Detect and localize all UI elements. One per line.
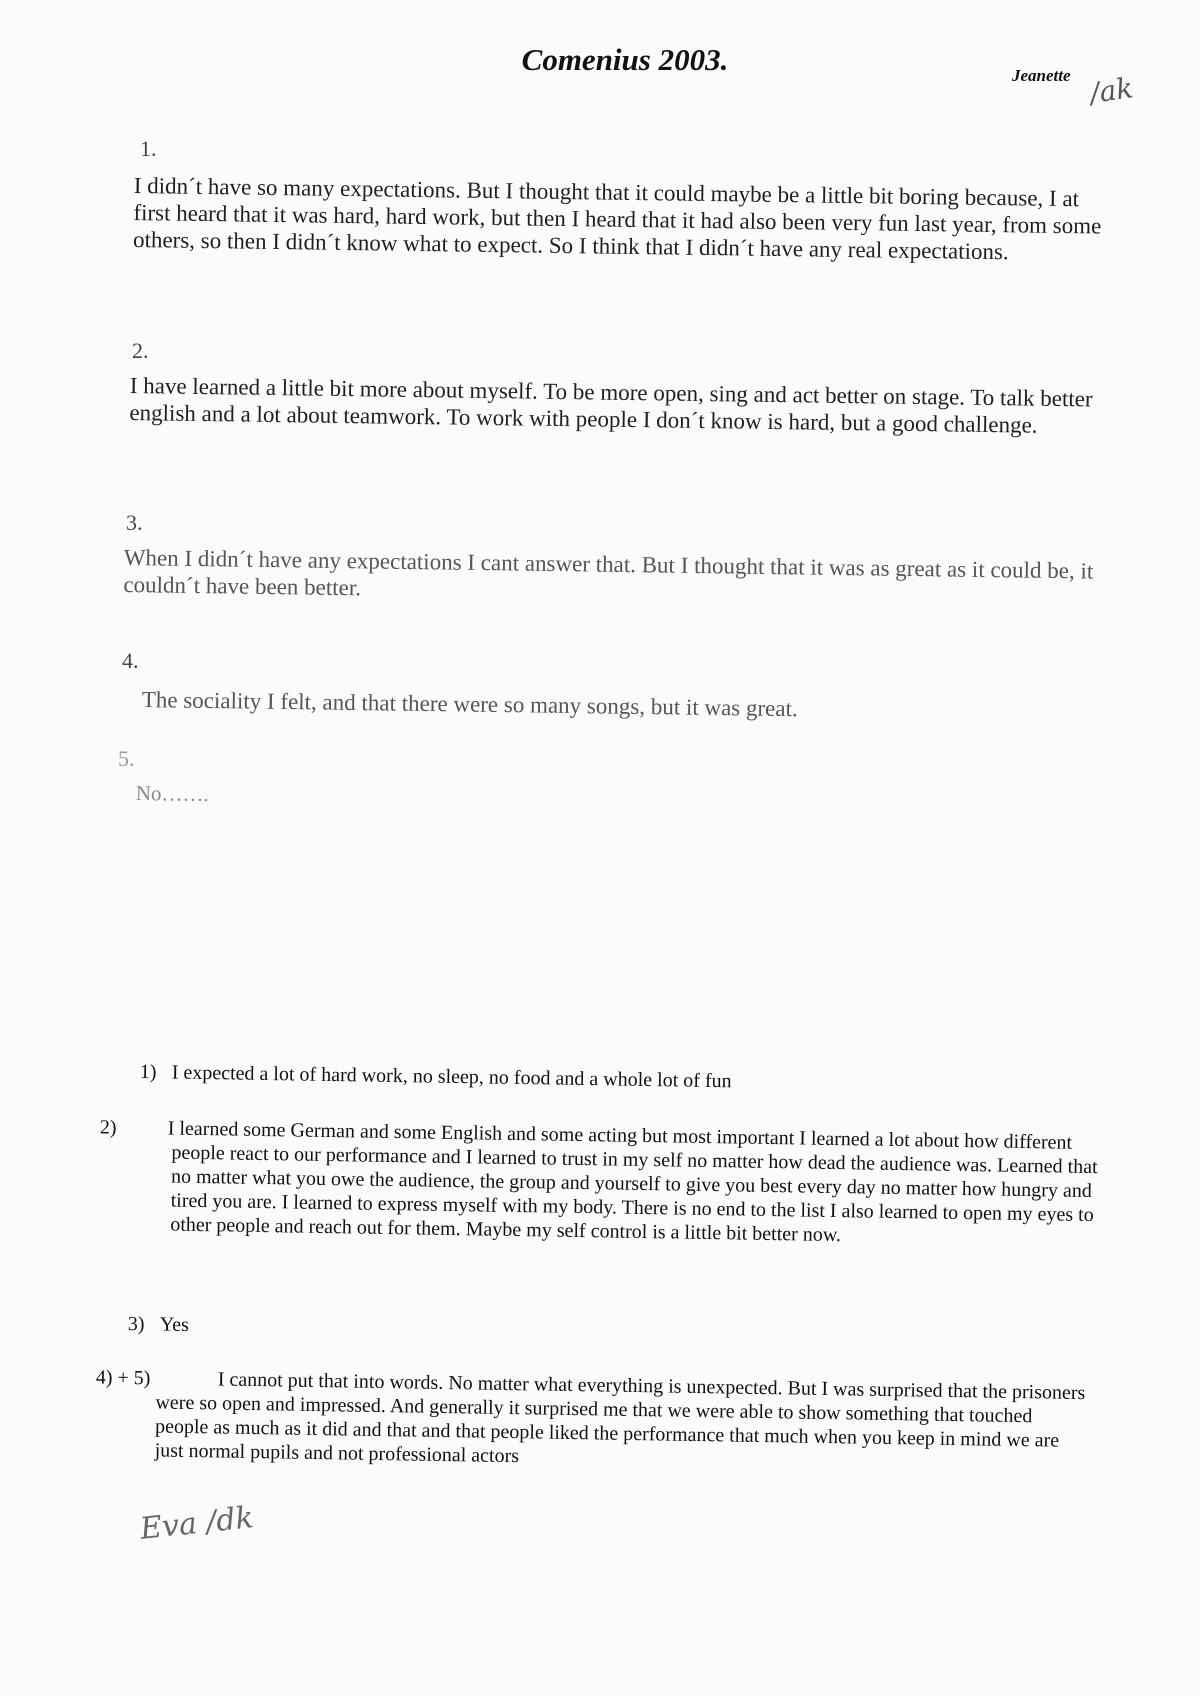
list-item-3 bbox=[128, 1312, 328, 1339]
list-number-4-5: 4) + 5) bbox=[95, 1366, 151, 1390]
list-text-2: I learned some German and some English and some acting but most important I learned a lot about how different people react to our performance and I learned to trust in my self no matter how dead the audience was. Learned that no matter what you owe the audience, the group and yourself to give you best every day no matter how hungry and tired you are. I learned to express myself with my body. There is no end to the list I also learned to open my eyes to other people and reach out for them. Maybe my self control is a little bit better now. bbox=[167, 1117, 1098, 1247]
author-name: Jeanette bbox=[1012, 66, 1071, 85]
answer-4: The sociality I felt, and that there were so many songs, but it was great. bbox=[141, 686, 798, 722]
list-item-4-5 bbox=[95, 1366, 1086, 1477]
handwritten-signature: Eva /dk bbox=[138, 1500, 256, 1547]
answer-3: When I didn´t have any expectations I cant answer that. But I thought that it was as great as it could be, it couldn´t have been better. bbox=[123, 544, 1094, 601]
list-text-4-5: I cannot put that into words. No matter what everything is unexpected. But I was surprised that the prisoners were so open and impressed. And generally it surprised me that we were able to show something that touched people as much as it did and that and that people liked the performance that much when you keep in mind we are just normal pupils and not professional actors bbox=[154, 1368, 1086, 1468]
handwritten-initials: /ak bbox=[1087, 71, 1136, 110]
bleed-through-area bbox=[160, 150, 1060, 1550]
answer-2: I have learned a little bit more about myself. To be more open, sing and act better on stage. To talk better english and a lot about teamwork. To work with people I don´t know is hard, but a good challenge. bbox=[129, 372, 1093, 438]
answer-1: I didn´t have so many expectations. But I thought that it could maybe be a little bit boring because, I at first heard that it was hard, hard work, but then I heard that it had also been very fun last year, from some others, so then I didn´t know what to expect. So I think that I didn´t have any real expectations. bbox=[132, 172, 1102, 265]
list-text-1: I expected a lot of hard work, no sleep, no food and a whole lot of fun bbox=[171, 1061, 732, 1093]
list-text-3: Yes bbox=[159, 1313, 190, 1336]
list-item-2 bbox=[99, 1116, 1112, 1251]
question-number-4: 4. bbox=[122, 648, 139, 673]
question-number-2: 2. bbox=[132, 338, 149, 363]
question-number-5: 5. bbox=[118, 746, 135, 771]
list-number-2: 2) bbox=[99, 1116, 117, 1139]
list-number-3: 3) bbox=[127, 1312, 145, 1336]
list-number-1: 1) bbox=[139, 1060, 157, 1084]
question-number-1: 1. bbox=[140, 136, 157, 161]
answer-5: No……. bbox=[135, 780, 209, 807]
question-number-3: 3. bbox=[126, 510, 143, 535]
page-title: Comenius 2003. bbox=[521, 42, 729, 77]
